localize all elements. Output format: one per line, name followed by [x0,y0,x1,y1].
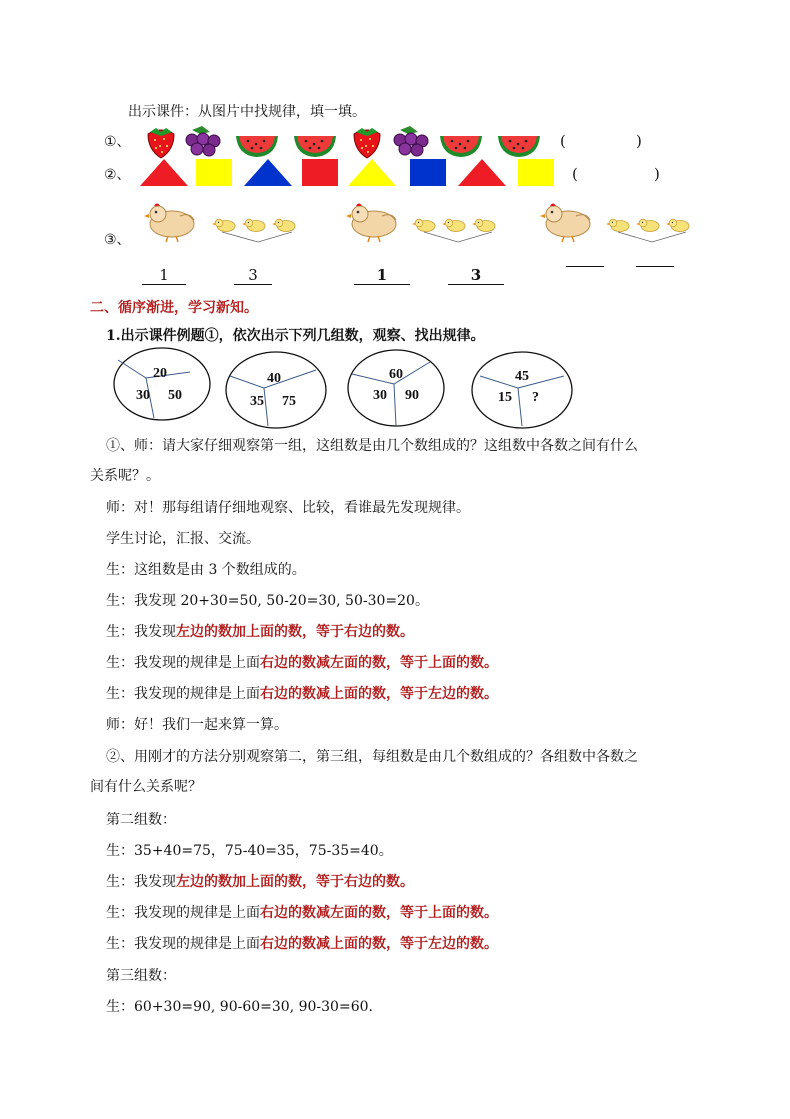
red-triangle-icon [458,159,506,186]
grapes-icon [394,126,428,156]
red-square-icon [302,159,338,186]
circle3-right: 90 [405,388,419,403]
para-15-emphasis: 右边的数减上面的数，等于左边的数。 [260,936,498,952]
para-11: 第二组数： [106,812,176,828]
circle1-right: 50 [168,388,182,403]
para-1b: 关系呢？。 [90,468,160,484]
watermelon-icon [294,136,336,157]
para-13-emphasis: 左边的数加上面的数，等于右边的数。 [176,874,414,890]
para-10b: 间有什么关系呢？ [90,779,202,795]
circle1-left: 30 [136,388,150,403]
row2-answer-open: ( [572,165,578,183]
blank-5 [566,266,604,267]
row1-answer-close: ) [636,132,642,150]
blue-triangle-icon [244,159,292,186]
blank-3: 1 [354,266,410,285]
para-7 [106,653,498,673]
circle-group-2 [226,352,326,428]
para-6-emphasis: 左边的数加上面的数，等于右边的数。 [176,624,414,640]
para-13-text: 生：我发现 [106,874,176,890]
chick-icon [472,219,495,231]
number-circles [112,346,582,432]
para-16: 第三组数： [106,968,176,984]
yellow-triangle-icon [348,159,396,186]
para-17: 生：60+30=90, 90-60=30, 90-30=60. [106,999,373,1015]
circle2-top: 40 [267,371,281,386]
blank-2: 3 [234,266,272,285]
para-5: 生：我发现 20+30=50, 50-20=30, 50-30=20。 [106,593,429,609]
para-15 [106,934,498,954]
watermelon-icon [440,136,482,157]
hen-icon [346,204,396,243]
shape-sequence [136,156,566,188]
section-title: 二、循序渐进，学习新知。 [90,300,258,316]
para-14-emphasis: 右边的数减左面的数，等于上面的数。 [260,905,498,921]
para-14 [106,903,498,923]
blank-4: 3 [448,266,504,285]
para-6-text: 生：我发现 [106,624,176,640]
row2-label: ②、 [104,167,131,183]
hen-chick-sequence [140,196,710,252]
chick-icon [242,219,265,231]
chick-icon [636,219,659,231]
watermelon-icon [236,136,278,157]
para-8-emphasis: 右边的数减上面的数，等于左边的数。 [260,686,498,702]
circle2-left: 35 [250,394,264,409]
para-8 [106,684,498,704]
para-6 [106,622,414,642]
circle3-left: 30 [373,388,387,403]
strawberry-icon [354,128,380,158]
chick-icon [212,219,235,231]
chick-icon [442,219,465,231]
example-title: 1.出示课件例题①，依次出示下列几组数，观察、找出规律。 [106,328,485,344]
para-9: 师：好！我们一起来算一算。 [106,717,288,733]
chick-icon [666,219,689,231]
circle4-top: 45 [515,369,529,384]
circle2-right: 75 [282,394,296,409]
para-15-text: 生：我发现的规律是上面 [106,936,260,952]
circle4-left: 15 [498,390,512,405]
para-3: 学生讨论，汇报、交流。 [106,531,260,547]
fruit-sequence [140,124,560,160]
para-4: 生：这组数是由 3 个数组成的。 [106,562,306,578]
circle1-top: 20 [153,366,167,381]
para-8-text: 生：我发现的规律是上面 [106,686,260,702]
blank-1: 1 [142,266,186,285]
row2-answer-close: ) [654,165,660,183]
para-7-emphasis: 右边的数减左面的数，等于上面的数。 [260,655,498,671]
red-triangle-icon [140,159,188,186]
para-10a: ②、用刚才的方法分别观察第二，第三组，每组数是由几个数组成的？各组数中各数之 [106,749,638,765]
watermelon-icon [498,136,540,157]
circle-group-1 [114,348,210,420]
circle4-right-unknown: ? [532,390,539,405]
circle-group-3 [348,350,444,426]
intro-text: 出示课件：从图片中找规律，填一填。 [128,104,366,120]
hen-icon [540,204,590,243]
strawberry-icon [148,128,174,158]
chick-icon [272,219,295,231]
yellow-square-icon [196,159,232,186]
para-7-text: 生：我发现的规律是上面 [106,655,260,671]
para-12: 生：35+40=75，75-40=35，75-35=40。 [106,843,393,859]
blue-square-icon [410,159,446,186]
row3-label: ③、 [104,232,131,248]
hen-icon [144,204,194,243]
row1-answer-open: ( [560,132,566,150]
grapes-icon [186,126,220,156]
circle-group-4 [472,352,572,428]
chick-icon [606,219,629,231]
row1-label: ①、 [104,134,131,150]
para-1a: ①、师：请大家仔细观察第一组，这组数是由几个数组成的？这组数中各数之间有什么 [106,438,638,454]
blank-6 [636,266,674,267]
circle3-top: 60 [389,367,403,382]
chick-icon [412,219,435,231]
para-2: 师：对！那每组请仔细地观察、比较，看谁最先发现规律。 [106,500,470,516]
yellow-square-icon [518,159,554,186]
para-14-text: 生：我发现的规律是上面 [106,905,260,921]
para-13 [106,872,414,892]
